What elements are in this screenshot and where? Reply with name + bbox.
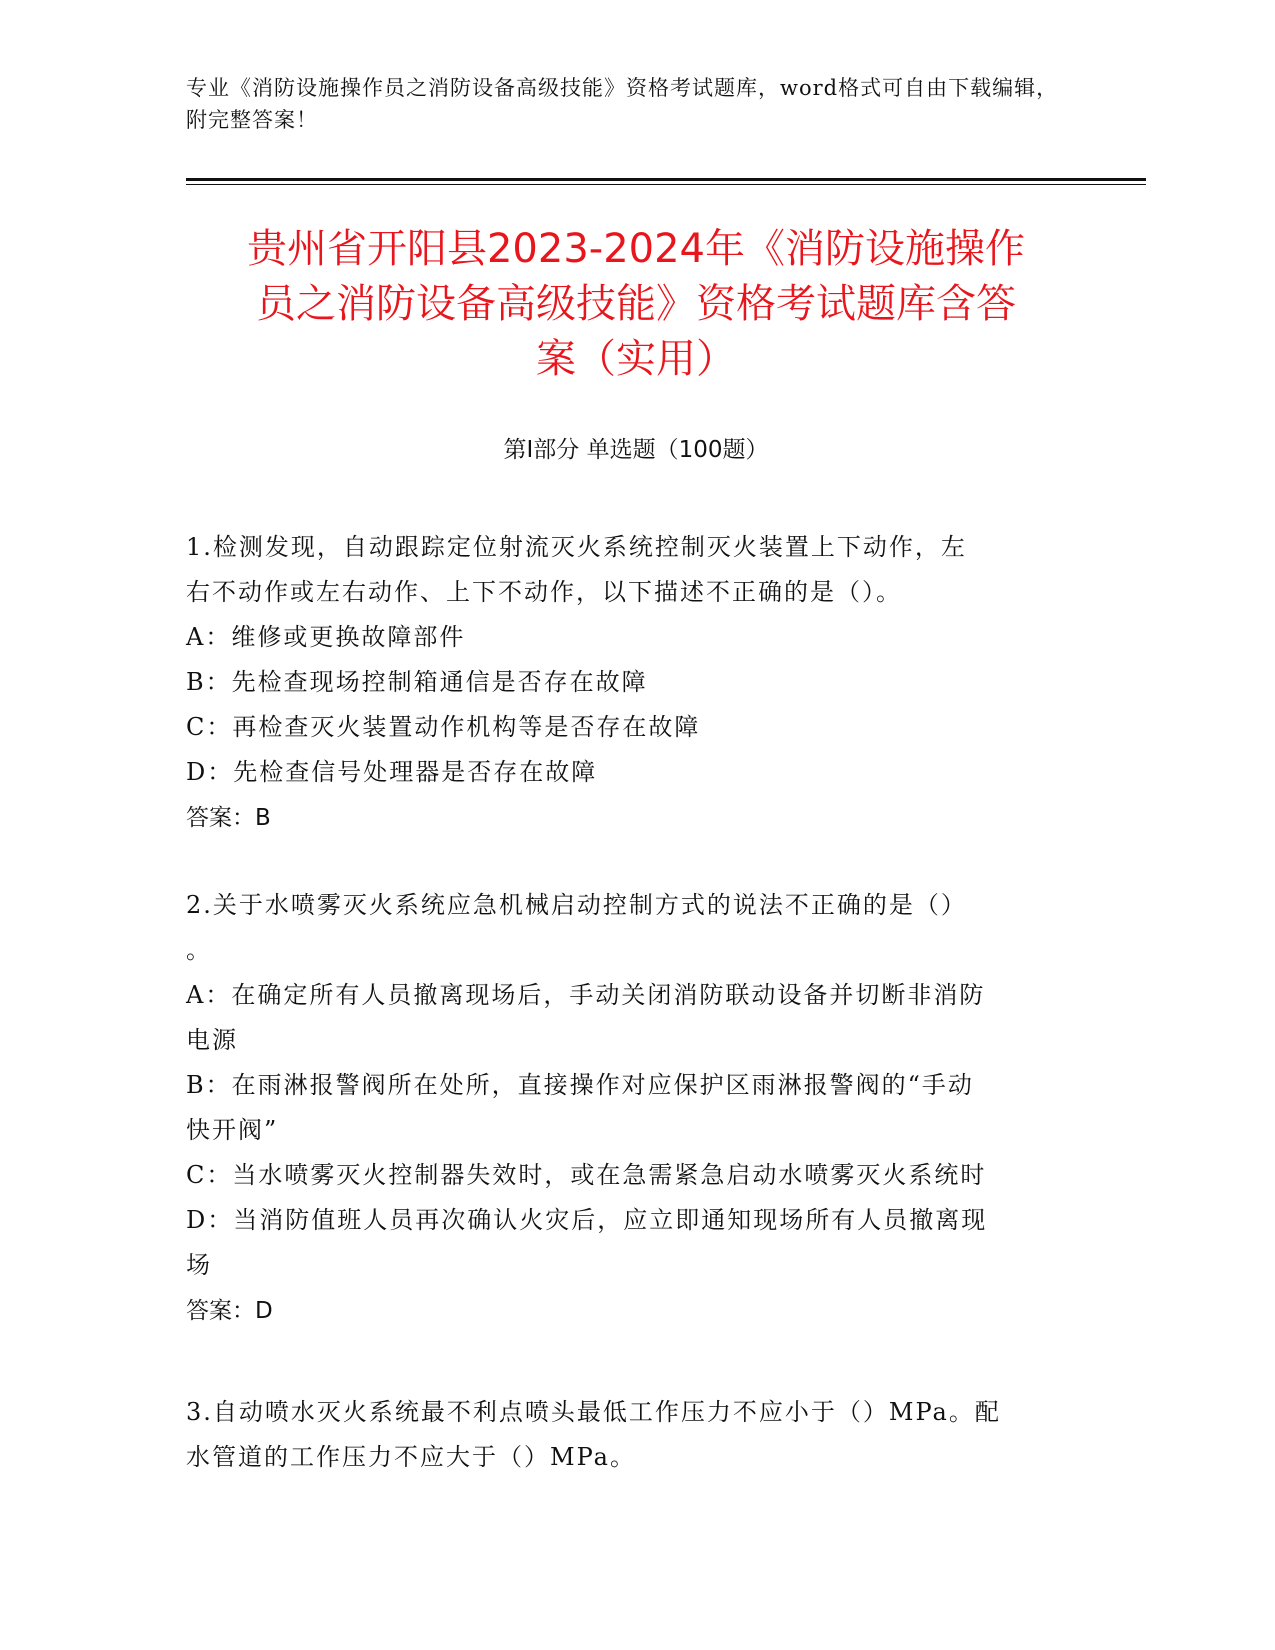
question-1 bbox=[186, 525, 1066, 841]
question-2-option-a-line-2: 电源 bbox=[186, 1026, 238, 1054]
question-2-option-d-line-2: 场 bbox=[186, 1251, 212, 1279]
title-line-1: 贵州省开阳县2023-2024年《消防设施操作 bbox=[246, 226, 1026, 272]
header-note: 专业《消防设施操作员之消防设备高级技能》资格考试题库，word格式可自由下载编辑，附完整答案！ bbox=[186, 76, 1059, 132]
question-2-option-b-line-2: 快开阀” bbox=[186, 1116, 279, 1144]
section-heading: 第Ⅰ部分 单选题（100题） bbox=[503, 437, 769, 463]
question-2-stem-line-2: 。 bbox=[186, 936, 212, 964]
question-1-answer: 答案：B bbox=[186, 805, 271, 831]
question-3 bbox=[186, 1390, 1066, 1480]
question-2-stem-line-1: 2.关于水喷雾灭火系统应急机械启动控制方式的说法不正确的是（） bbox=[186, 891, 967, 919]
question-1-stem-line-2: 右不动作或左右动作、上下不动作，以下描述不正确的是（）。 bbox=[186, 578, 902, 606]
title-line-2: 员之消防设备高级技能》资格考试题库含答 bbox=[256, 281, 1016, 327]
header-rule-thick bbox=[186, 178, 1146, 181]
title-line-3: 案（实用） bbox=[536, 336, 736, 382]
question-2-option-d-line-1: D：当消防值班人员再次确认火灾后，应立即通知现场所有人员撤离现 bbox=[186, 1206, 988, 1234]
document-title bbox=[186, 222, 1086, 387]
question-1-option-d: D：先检查信号处理器是否存在故障 bbox=[186, 758, 598, 786]
question-2-option-b-line-1: B：在雨淋报警阀所在处所，直接操作对应保护区雨淋报警阀的“手动 bbox=[186, 1071, 974, 1099]
question-2 bbox=[186, 883, 1066, 1334]
question-2-option-c: C：当水喷雾灭火控制器失效时，或在急需紧急启动水喷雾灭火系统时 bbox=[186, 1161, 987, 1189]
question-3-stem-line-1: 3.自动喷水灭火系统最不利点喷头最低工作压力不应小于（）MPa。配 bbox=[186, 1398, 1001, 1426]
question-1-option-c: C：再检查灭火装置动作机构等是否存在故障 bbox=[186, 713, 701, 741]
header-rule-thin bbox=[186, 184, 1146, 185]
question-2-option-a-line-1: A：在确定所有人员撤离现场后，手动关闭消防联动设备并切断非消防 bbox=[186, 981, 986, 1009]
question-1-stem-line-1: 1.检测发现，自动跟踪定位射流灭火系统控制灭火装置上下动作，左 bbox=[186, 533, 967, 561]
question-3-stem-line-2: 水管道的工作压力不应大于（）MPa。 bbox=[186, 1443, 636, 1471]
question-1-option-b: B：先检查现场控制箱通信是否存在故障 bbox=[186, 668, 648, 696]
question-2-answer: 答案：D bbox=[186, 1298, 273, 1324]
question-1-option-a: A：维修或更换故障部件 bbox=[186, 623, 466, 651]
